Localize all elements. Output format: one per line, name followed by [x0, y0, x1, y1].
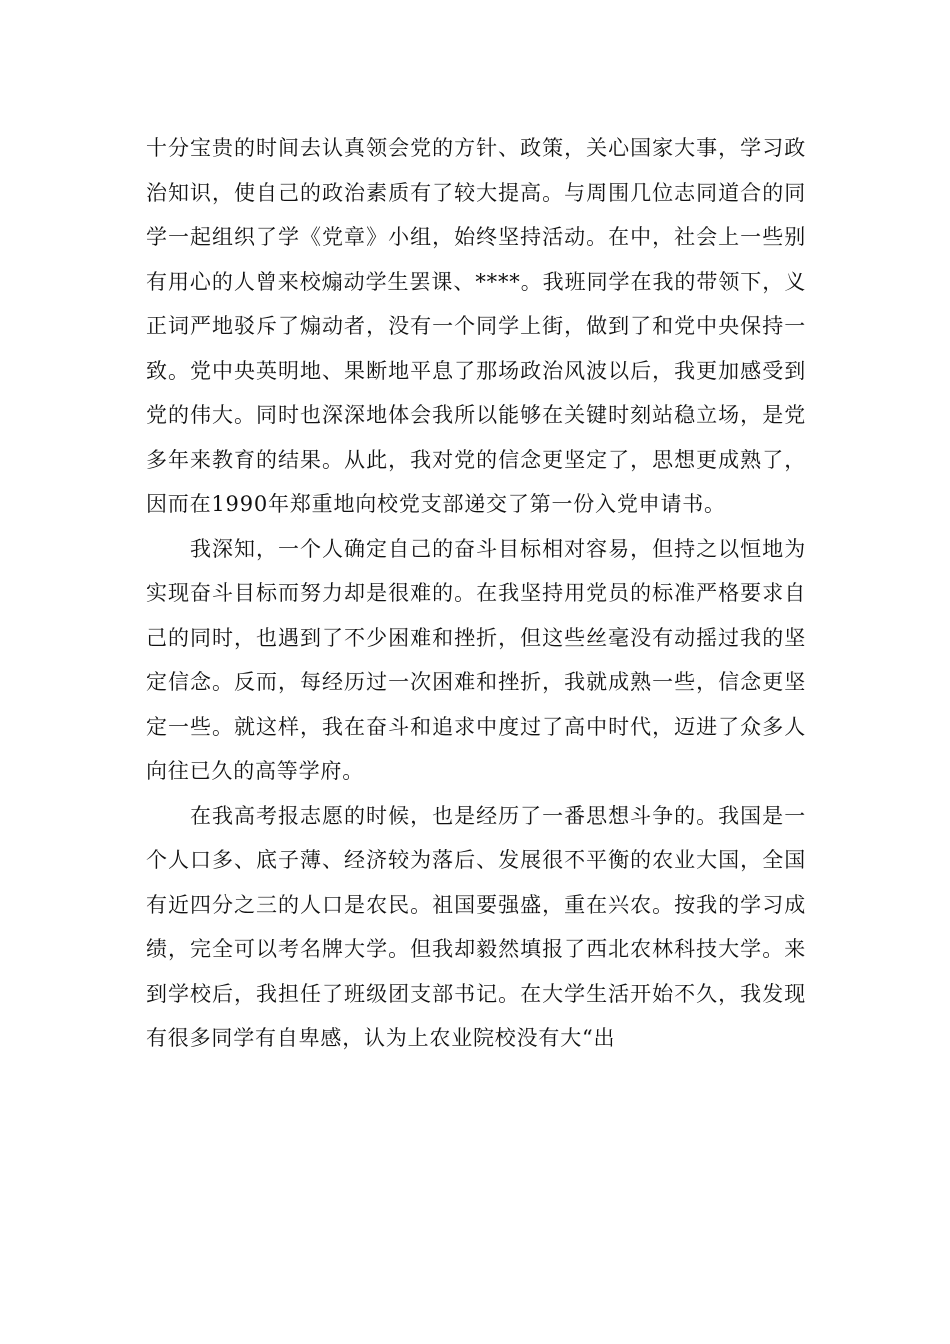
paragraph-continued: 十分宝贵的时间去认真领会党的方针、政策，关心国家大事，学习政治知识，使自己的政治素质有了较大提高。与周围几位志同道合的同学一起组织了学《党章》小组，始终坚持活动。在中，社会上一些别有用心的人曾来校煽动学生罢课、****。我班同学在我的带领下，义正词严地驳斥了煽动者，没有一个同学上街，做到了和党中央保持一致。党中央英明地、果断地平息了那场政治风波以后，我更加感受到党的伟大。同时也深深地体会我所以能够在关键时刻站稳立场，是党多年来教育的结果。从此，我对党的信念更坚定了，思想更成熟了，因而在1990年郑重地向校党支部递交了第一份入党申请书。	[146, 136, 806, 516]
document-body	[146, 126, 806, 1061]
paragraph-college-choice: 在我高考报志愿的时候，也是经历了一番思想斗争的。我国是一个人口多、底子薄、经济较为落后、发展很不平衡的农业大国，全国有近四分之三的人口是农民。祖国要强盛，重在兴农。按我的学习成绩，完全可以考名牌大学。但我却毅然填报了西北农林科技大学。来到学校后，我担任了班级团支部书记。在大学生活开始不久，我发现有很多同学有自卑感，认为上农业院校没有大“出	[146, 803, 806, 1050]
paragraph-determination: 我深知，一个人确定自己的奋斗目标相对容易，但持之以恒地为实现奋斗目标而努力却是很难的。在我坚持用党员的标准严格要求自己的同时，也遇到了不少困难和挫折，但这些丝毫没有动摇过我的坚定信念。反而，每经历过一次困难和挫折，我就成熟一些，信念更坚定一些。就这样，我在奋斗和追求中度过了高中时代，迈进了众多人向往已久的高等学府。	[146, 536, 806, 783]
